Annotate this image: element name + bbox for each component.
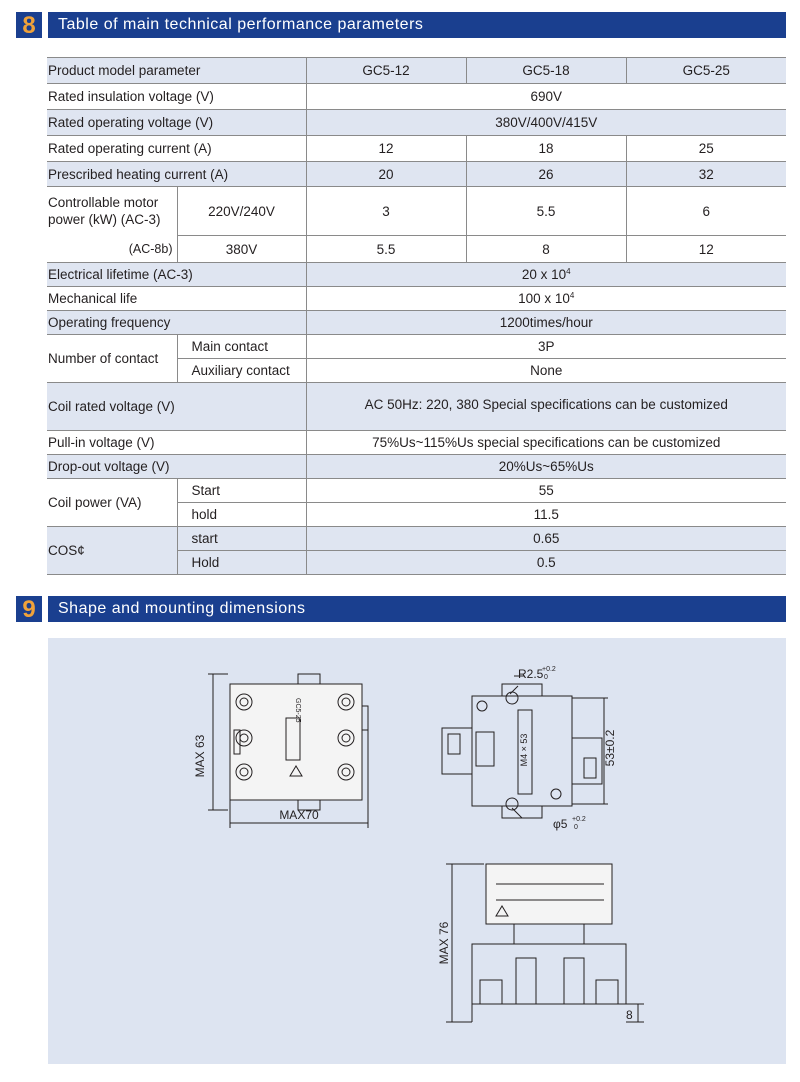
- row-label: (AC-8b): [47, 236, 177, 263]
- value-text: 20 x 10: [521, 267, 567, 282]
- front-view: [208, 674, 368, 828]
- sub-label: 380V: [177, 236, 306, 263]
- table-row: [47, 58, 786, 84]
- cell-value: 5.5: [466, 187, 626, 236]
- cell-value: 0.5: [306, 551, 786, 575]
- row-label: COS¢: [47, 527, 177, 575]
- side-view: [446, 864, 644, 1022]
- row-label: Electrical lifetime (AC-3): [47, 263, 306, 287]
- cell-value: 20%Us~65%Us: [306, 455, 786, 479]
- mount-radius-tol: +0.2: [542, 666, 556, 673]
- section-title: Table of main technical performance parameters: [48, 12, 786, 38]
- cell-value: 8: [466, 236, 626, 263]
- section-number: 9: [16, 596, 42, 622]
- dimension-drawing-panel: [48, 638, 786, 1064]
- table-row: [47, 187, 786, 236]
- cell-value: 20: [306, 162, 466, 187]
- table-row: [47, 287, 786, 311]
- cell-value: 690V: [306, 84, 786, 110]
- front-height-dim: MAX 63: [193, 734, 207, 778]
- cell-value: 55: [306, 479, 786, 503]
- mount-screw-dim: M4 × 53: [519, 733, 529, 767]
- exponent: 4: [566, 267, 571, 276]
- mount-dia-dim: φ5: [553, 817, 568, 831]
- mount-radius-dim: R2.5: [518, 667, 544, 681]
- value-text: 100 x 10: [518, 291, 570, 306]
- exponent: 4: [569, 291, 575, 300]
- sub-label: Main contact: [177, 335, 306, 359]
- table-row: [47, 431, 786, 455]
- mount-radius-tol2: 0: [544, 674, 548, 681]
- table-row: [47, 162, 786, 187]
- mount-dia-tol2: 0: [574, 824, 578, 831]
- cell-value: 5.5: [306, 236, 466, 263]
- model-header: GC5-18: [466, 58, 626, 84]
- row-label: Number of contact: [47, 335, 177, 383]
- cell-value: [306, 263, 786, 287]
- table-row: [47, 236, 786, 263]
- model-header: GC5-12: [306, 58, 466, 84]
- sub-label: Auxiliary contact: [177, 359, 306, 383]
- motor-label-line2: power (kW) (AC-3): [48, 212, 161, 228]
- table-row: [47, 479, 786, 503]
- row-label: Prescribed heating current (A): [47, 162, 306, 187]
- sub-label: start: [177, 527, 306, 551]
- sub-label: Hold: [177, 551, 306, 575]
- row-label: Rated operating voltage (V): [47, 110, 306, 136]
- front-model-mark: GC5-25: [294, 698, 301, 723]
- cell-value: 26: [466, 162, 626, 187]
- section-8-header: [16, 12, 786, 38]
- cell-value: 12: [306, 136, 466, 162]
- sub-label: 220V/240V: [177, 187, 306, 236]
- row-label: Drop-out voltage (V): [47, 455, 306, 479]
- sub-label: Start: [177, 479, 306, 503]
- row-label: Coil rated voltage (V): [47, 383, 306, 431]
- row-label: [47, 187, 177, 236]
- dimension-drawing: [48, 638, 786, 1064]
- row-label: Coil power (VA): [47, 479, 177, 527]
- row-label: Operating frequency: [47, 311, 306, 335]
- row-label: Product model parameter: [47, 58, 306, 84]
- cell-value: 32: [626, 162, 786, 187]
- cell-value: AC 50Hz: 220, 380 Special specifications can be customized: [306, 383, 786, 431]
- cell-value: 1200times/hour: [306, 311, 786, 335]
- model-header: GC5-25: [626, 58, 786, 84]
- table-row: [47, 311, 786, 335]
- table-row: [47, 527, 786, 551]
- row-label: Mechanical life: [47, 287, 306, 311]
- sub-label: hold: [177, 503, 306, 527]
- cell-value: 12: [626, 236, 786, 263]
- cell-value: [306, 287, 786, 311]
- row-label: Rated insulation voltage (V): [47, 84, 306, 110]
- table-row: [47, 335, 786, 359]
- side-height-dim: MAX 76: [437, 921, 451, 965]
- table-row: [47, 263, 786, 287]
- table-row: [47, 455, 786, 479]
- table-row: [47, 84, 786, 110]
- row-label: Rated operating current (A): [47, 136, 306, 162]
- cell-value: None: [306, 359, 786, 383]
- row-label: Pull-in voltage (V): [47, 431, 306, 455]
- section-9-header: [16, 596, 786, 622]
- cell-value: 0.65: [306, 527, 786, 551]
- cell-value: 18: [466, 136, 626, 162]
- cell-value: 380V/400V/415V: [306, 110, 786, 136]
- cell-value: 3P: [306, 335, 786, 359]
- cell-value: 75%Us~115%Us special specifications can be customized: [306, 431, 786, 455]
- front-width-dim: MAX70: [279, 808, 319, 822]
- mount-hole-dim: 53±0.2: [603, 729, 617, 767]
- cell-value: 11.5: [306, 503, 786, 527]
- table-row: [47, 383, 786, 431]
- motor-label-line1: Controllable motor: [48, 195, 159, 211]
- mount-dia-tol: +0.2: [572, 816, 586, 823]
- section-title: Shape and mounting dimensions: [48, 596, 786, 622]
- spec-table: [47, 57, 786, 575]
- table-row: [47, 110, 786, 136]
- side-foot-dim: 8: [626, 1008, 633, 1022]
- cell-value: 3: [306, 187, 466, 236]
- table-row: [47, 136, 786, 162]
- cell-value: 6: [626, 187, 786, 236]
- section-number: 8: [16, 12, 42, 38]
- cell-value: 25: [626, 136, 786, 162]
